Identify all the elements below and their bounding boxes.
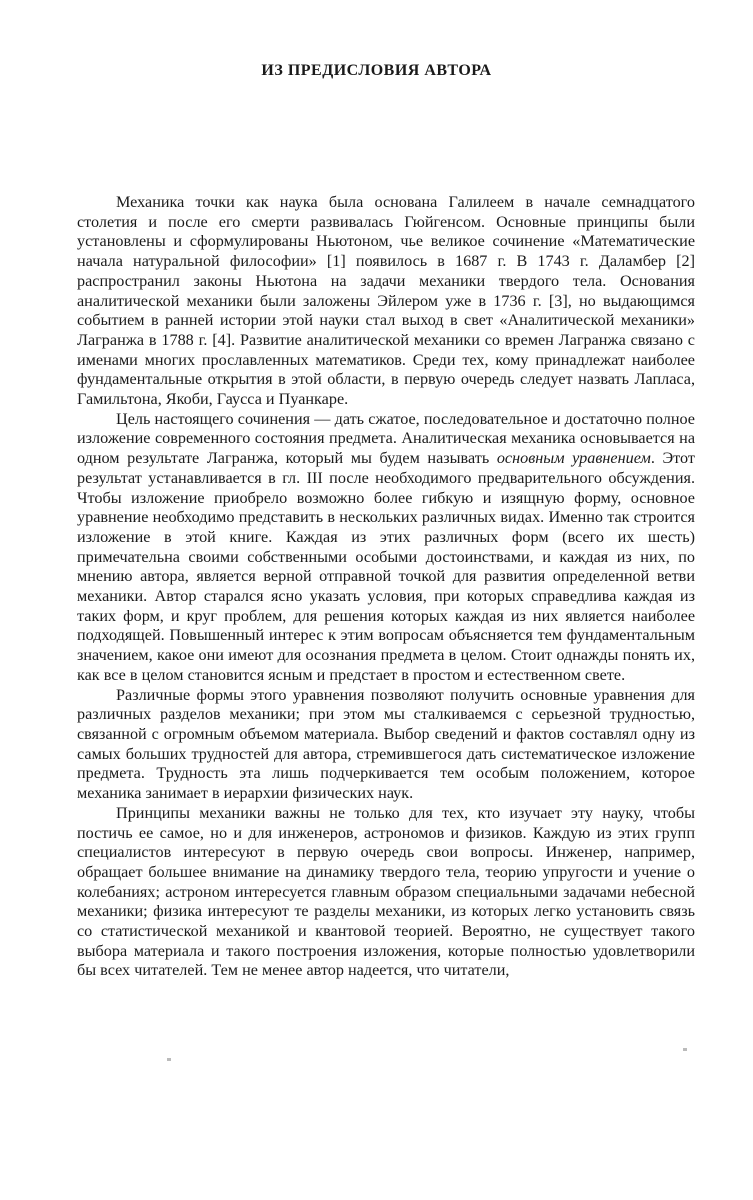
page-title: ИЗ ПРЕДИСЛОВИЯ АВТОРА [261, 62, 492, 79]
scan-speck [167, 1058, 171, 1061]
paragraph-2-text-after: . Этот результат устанавливается в гл. III после необходимого предварительного обсуждения. Чтобы изложение приобрело возможно более гибкую и изящную форму, основное уравнение необходимо представить в нескольких различных видах. Именно так строится изложение в этой книге. Каждая из этих различных форм (всего их шесть) примечательна своими собственными особыми достоинствами, и каждая из них, по мнению автора, является верной отправной точкой для развития определенной ветви механики. Автор старался ясно указать условия, при которых справедлива каждая из таких форм, и круг проблем, для решения которых каждая из них является наиболее подходящей. Повышенный интерес к этим вопросам объясняется тем фундаментальным значением, какое они имеют для осознания предмета в целом. Стоит однажды понять их, как все в целом становится ясным и предстает в простом и естественном свете. [77, 449, 695, 684]
body-text [77, 193, 695, 981]
paragraph-4: Принципы механики важны не только для тех, кто изучает эту науку, чтобы постичь ее самое, но и для инженеров, астрономов и физиков. Каждую из этих групп специалистов интересуют в первую очередь свои вопросы. Инженер, например, обращает большее внимание на динамику твердого тела, теорию упругости и учение о колебаниях; астроном интересуется главным образом специальными задачами небесной механики; физика интересуют те разделы механики, из которых легко установить связь со статистической механикой и квантовой теорией. Вероятно, не существует такого выбора материала и такого построения изложения, которые полностью удовлетворили бы всех читателей. Тем не менее автор надеется, что читатели, [77, 803, 695, 980]
paragraph-2-emphasis: основным уравнением [496, 449, 651, 468]
paragraph-2 [77, 410, 695, 686]
paragraph-2-text-before: Цель настоящего сочинения — дать сжатое, последовательное и достаточно полное изложение современного состояния предмета. Аналитическая механика основывается на одном результате Лагранжа, который мы будем называть [77, 409, 695, 468]
paragraph-1: Механика точки как наука была основана Галилеем в начале семнадцатого столетия и после его смерти развивалась Гюйгенсом. Основные принципы были установлены и сформулированы Ньютоном, чье великое сочинение «Математические начала натуральной философии» [1] появилось в 1687 г. В 1743 г. Даламбер [2] распространил законы Ньютона на задачи механики твердого тела. Основания аналитической механики были заложены Эйлером уже в 1736 г. [3], но выдающимся событием в ранней истории этой науки стал выход в свет «Аналитической механики» Лагранжа в 1788 г. [4]. Развитие аналитической механики со времен Лагранжа связано с именами многих прославленных математиков. Среди тех, кому принадлежат наиболее фундаментальные открытия в этой области, в первую очередь следует назвать Лапласа, Гамильтона, Якоби, Гаусса и Пуанкаре. [77, 193, 695, 409]
paragraph-3: Различные формы этого уравнения позволяют получить основные уравнения для различных разделов механики; при этом мы сталкиваемся с серьезной трудностью, связанной с огромным объемом материала. Выбор сведений и фактов составлял одну из самых больших трудностей для автора, стремившегося дать систематическое изложение предмета. Трудность эта лишь подчеркивается тем особым положением, которое механика занимает в иерархии физических наук. [77, 685, 695, 803]
scan-speck [683, 1048, 687, 1051]
